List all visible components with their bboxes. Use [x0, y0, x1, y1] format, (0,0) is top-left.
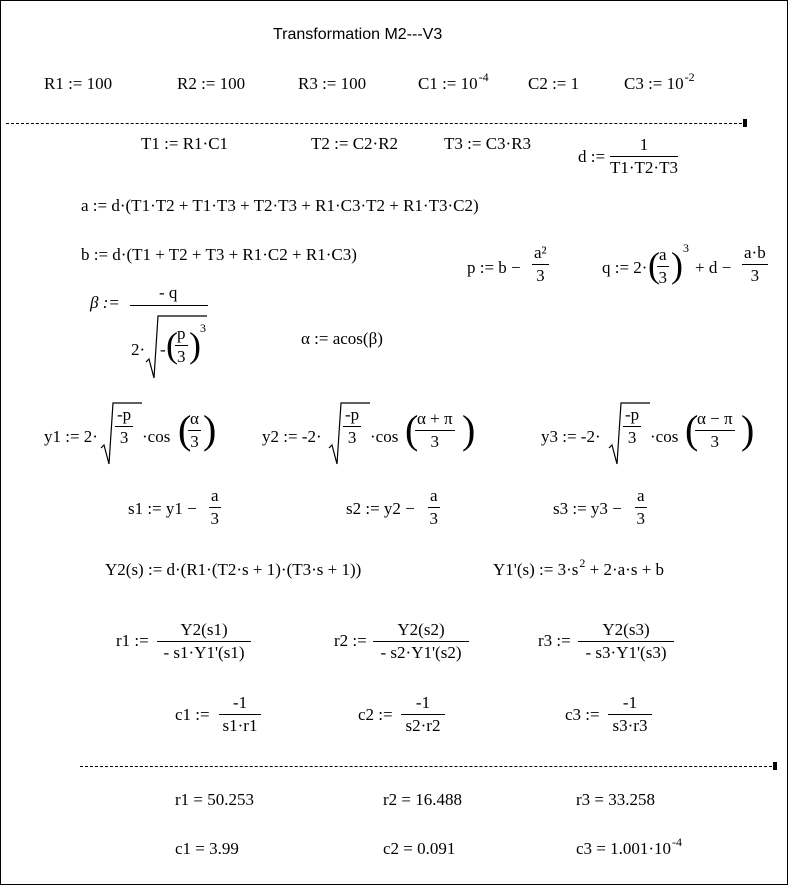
param-C3-base: C3 := 10: [624, 74, 684, 93]
param-C3-exponent: -2: [684, 70, 695, 84]
s3-fraction: [635, 487, 647, 528]
def-Y1prime-exponent: 2: [579, 556, 586, 570]
result-r3[interactable]: r3 = 33.258: [576, 790, 655, 809]
def-b[interactable]: b := d·(T1 + T2 + T3 + R1·C2 + R1·C3): [81, 245, 357, 264]
def-alpha[interactable]: α := acos(β): [301, 329, 383, 348]
y3-arg-numerator: α − π: [695, 410, 735, 431]
result-c3-exponent: -4: [672, 835, 683, 849]
r3-fraction: [578, 621, 674, 662]
c2-fraction: [401, 694, 445, 735]
def-q-denominator: 3: [750, 266, 760, 285]
def-T1[interactable]: T1 := R1·C1: [141, 134, 229, 153]
def-y1-lhs[interactable]: y1 := 2·: [44, 427, 98, 446]
y1-sqrt-fraction: [115, 406, 133, 447]
y1-arg-fraction: [188, 410, 201, 451]
region-handle[interactable]: [773, 762, 777, 770]
c2-numerator: -1: [401, 694, 445, 715]
def-q-paren-fraction: [657, 246, 669, 287]
def-q-fraction: [742, 244, 768, 285]
y2-sqrt-numerator: -p: [343, 406, 361, 427]
y2-sqrt-denominator: 3: [347, 428, 357, 447]
param-R2[interactable]: R2 := 100: [177, 74, 246, 93]
def-q-mid: + d −: [695, 258, 732, 277]
y1-sqrt-numerator: -p: [115, 406, 133, 427]
def-p-lhs[interactable]: p := b −: [467, 258, 521, 277]
def-beta-den-denominator: 3: [177, 347, 186, 366]
def-r1-lhs[interactable]: r1 :=: [116, 631, 149, 650]
def-d-denominator: T1·T2·T3: [610, 158, 678, 177]
def-c1-lhs[interactable]: c1 :=: [175, 705, 210, 724]
y3-arg-denominator: 3: [710, 432, 720, 451]
y2-arg-fraction: [415, 410, 455, 451]
param-C2[interactable]: C2 := 1: [528, 74, 580, 93]
result-c3-base: c3 = 1.001·10: [576, 839, 672, 858]
result-c1[interactable]: c1 = 3.99: [175, 839, 239, 858]
q-right-paren: ): [671, 245, 683, 285]
y3-sqrt-numerator: -p: [623, 406, 641, 427]
q-left-paren: (: [648, 245, 660, 285]
y3-sqrt-denominator: 3: [627, 428, 637, 447]
result-r2[interactable]: r2 = 16.488: [383, 790, 462, 809]
def-y2-lhs[interactable]: y2 := -2·: [262, 427, 322, 446]
region-divider: [80, 766, 772, 767]
s1-fraction: [209, 487, 221, 528]
param-R3[interactable]: R3 := 100: [298, 74, 367, 93]
y1-left-paren: (: [178, 407, 192, 452]
y1-arg-denominator: 3: [190, 432, 199, 451]
s3-numerator: a: [635, 487, 647, 508]
region-handle[interactable]: [743, 119, 747, 127]
region-divider: [6, 123, 742, 124]
r3-numerator: Y2(s3): [578, 621, 674, 642]
y2-right-paren: ): [462, 407, 476, 452]
s2-fraction: [428, 487, 440, 528]
param-R1[interactable]: R1 := 100: [44, 74, 113, 93]
def-p-fraction: [532, 244, 549, 285]
y3-sqrt-fraction: [623, 406, 641, 447]
s3-denominator: 3: [636, 509, 646, 528]
result-c2[interactable]: c2 = 0.091: [383, 839, 456, 858]
def-beta-lhs[interactable]: β :=: [90, 293, 120, 312]
def-Y1prime-base: Y1'(s) := 3·s: [493, 560, 579, 579]
def-p-numerator: a²: [532, 244, 549, 265]
def-Y2[interactable]: Y2(s) := d·(R1·(T2·s + 1)·(T3·s + 1)): [105, 560, 362, 579]
r2-denominator: - s2·Y1'(s2): [380, 643, 462, 662]
def-beta-den-fraction: [175, 325, 188, 366]
def-T2[interactable]: T2 := C2·R2: [311, 134, 399, 153]
def-q-paren-denominator: 3: [658, 268, 668, 287]
def-d-fraction: [610, 136, 678, 177]
y1-sqrt-denominator: 3: [119, 428, 129, 447]
def-Y1prime-rest: + 2·a·s + b: [589, 560, 665, 579]
def-beta-den-numerator: p: [175, 325, 188, 346]
def-s3-lhs[interactable]: s3 := y3 −: [553, 499, 622, 518]
s1-numerator: a: [209, 487, 221, 508]
beta-right-paren: ): [189, 325, 201, 365]
c1-fraction: [219, 694, 261, 735]
param-C1-base: C1 := 10: [418, 74, 478, 93]
c1-numerator: -1: [219, 694, 261, 715]
r1-numerator: Y2(s1): [157, 621, 251, 642]
def-r2-lhs[interactable]: r2 :=: [334, 631, 367, 650]
def-beta-den-exponent: 3: [200, 321, 206, 335]
beta-fraction-bar: [130, 305, 208, 306]
def-q-paren-numerator: a: [657, 246, 669, 267]
def-q-lhs[interactable]: q := 2·: [602, 258, 648, 277]
def-s1-lhs[interactable]: s1 := y1 −: [128, 499, 197, 518]
param-C1[interactable]: [418, 70, 489, 94]
param-C1-exponent: -4: [478, 70, 489, 84]
y3-right-paren: ): [741, 407, 755, 452]
def-y3-lhs[interactable]: y3 := -2·: [541, 427, 601, 446]
def-beta-den-pre: 2·: [131, 340, 146, 359]
y2-cos: ·cos: [370, 427, 399, 446]
def-q-exponent: 3: [683, 241, 689, 255]
page-title: Transformation M2---V3: [273, 26, 443, 43]
def-p-denominator: 3: [536, 266, 545, 285]
result-c3[interactable]: [576, 835, 683, 859]
r1-denominator: - s1·Y1'(s1): [163, 643, 245, 662]
param-C3[interactable]: [624, 70, 695, 94]
y2-arg-numerator: α + π: [415, 410, 455, 431]
y3-arg-fraction: [695, 410, 735, 451]
y1-right-paren: ): [203, 407, 217, 452]
r2-fraction: [373, 621, 469, 662]
beta-left-paren: (: [166, 325, 178, 365]
r1-fraction: [157, 621, 251, 662]
def-s2-lhs[interactable]: s2 := y2 −: [346, 499, 415, 518]
s2-denominator: 3: [429, 509, 439, 528]
y2-sqrt-fraction: [343, 406, 361, 447]
def-a[interactable]: a := d·(T1·T2 + T1·T3 + T2·T3 + R1·C3·T2 + R1·T3·C2): [81, 196, 479, 215]
def-r3-lhs[interactable]: r3 :=: [538, 631, 571, 650]
c1-denominator: s1·r1: [222, 716, 258, 735]
def-d-lhs[interactable]: d :=: [578, 147, 606, 166]
def-d-numerator: 1: [610, 136, 678, 157]
y2-left-paren: (: [405, 407, 419, 452]
r3-denominator: - s3·Y1'(s3): [585, 643, 667, 662]
c3-numerator: -1: [608, 694, 652, 715]
y3-left-paren: (: [685, 407, 699, 452]
def-Y1prime[interactable]: [493, 556, 665, 580]
c3-fraction: [608, 694, 652, 735]
y1-cos: ·cos: [142, 427, 171, 446]
y1-arg-numerator: α: [188, 410, 201, 431]
def-beta-numerator: - q: [159, 283, 178, 302]
def-beta-den-minus: -: [160, 340, 166, 359]
s1-denominator: 3: [210, 509, 220, 528]
r2-numerator: Y2(s2): [373, 621, 469, 642]
def-q-numerator: a·b: [742, 244, 768, 265]
s2-numerator: a: [428, 487, 440, 508]
def-c3-lhs[interactable]: c3 :=: [565, 705, 600, 724]
c3-denominator: s3·r3: [612, 716, 648, 735]
result-r1[interactable]: r1 = 50.253: [175, 790, 254, 809]
y2-arg-denominator: 3: [430, 432, 440, 451]
def-T3[interactable]: T3 := C3·R3: [444, 134, 532, 153]
c2-denominator: s2·r2: [405, 716, 441, 735]
def-c2-lhs[interactable]: c2 :=: [358, 705, 393, 724]
y3-cos: ·cos: [650, 427, 679, 446]
